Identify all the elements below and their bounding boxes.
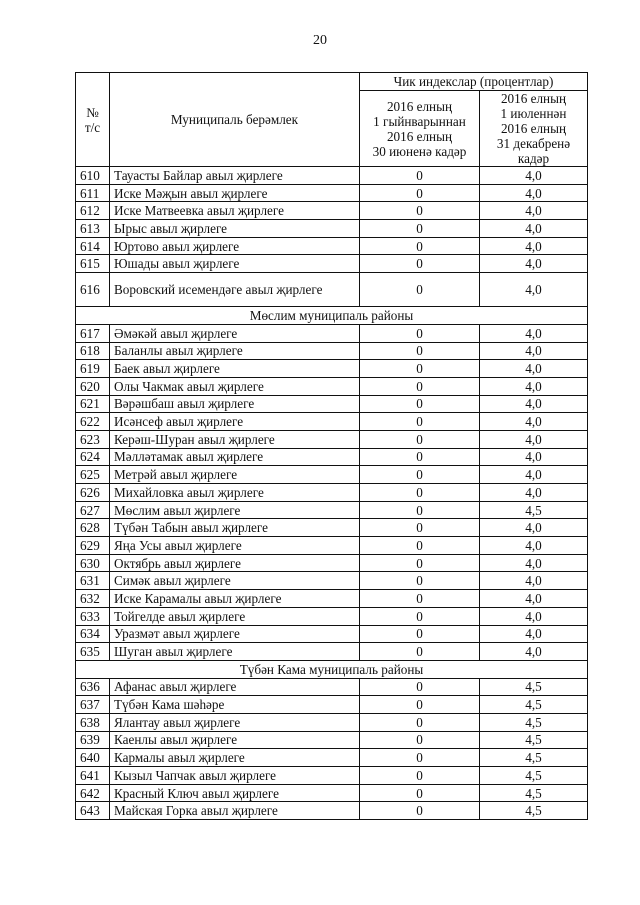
municipality-name: Түбән Кама шәһәре [110,696,360,714]
column-header-period-2 [480,91,588,167]
table-row [76,501,588,519]
municipality-name: Керәш-Шуран авыл җирлеге [110,430,360,448]
municipality-name: Каенлы авыл җирлеге [110,731,360,749]
index-period-2: 4,5 [480,802,588,820]
table-row [76,255,588,273]
municipality-name: Воровский исемендәге авыл җирлеге [110,273,360,307]
tariff-index-table [75,72,588,820]
table-row [76,749,588,767]
index-period-2: 4,0 [480,625,588,643]
row-number: 626 [76,484,110,502]
table-row [76,413,588,431]
period-1-line: 2016 елның [386,98,453,114]
table-row [76,590,588,608]
municipality-name: Шуган авыл җирлеге [110,643,360,661]
index-period-2: 4,0 [480,273,588,307]
index-period-1: 0 [360,767,480,785]
index-period-1: 0 [360,413,480,431]
row-number: 610 [76,167,110,185]
row-number: 638 [76,713,110,731]
index-period-1: 0 [360,643,480,661]
page-number: 20 [313,33,327,48]
row-number: 611 [76,184,110,202]
municipality-name: Юртово авыл җирлеге [110,237,360,255]
row-number: 618 [76,342,110,360]
row-number: 621 [76,395,110,413]
index-period-2: 4,0 [480,184,588,202]
municipality-name: Афанас авыл җирлеге [110,678,360,696]
table-row [76,273,588,307]
table-row [76,430,588,448]
row-number: 641 [76,767,110,785]
row-number: 637 [76,696,110,714]
municipality-name: Түбән Табын авыл җирлеге [110,519,360,537]
index-period-2: 4,0 [480,643,588,661]
column-header-number [76,73,110,167]
table-row [76,767,588,785]
index-period-2: 4,0 [480,377,588,395]
column-header-municipality: Муниципаль берәмлек [110,73,360,167]
index-period-1: 0 [360,696,480,714]
index-period-1: 0 [360,554,480,572]
table-row [76,784,588,802]
municipality-name: Метрәй авыл җирлеге [110,466,360,484]
index-period-1: 0 [360,572,480,590]
index-period-2: 4,0 [480,237,588,255]
row-number: 632 [76,590,110,608]
index-period-1: 0 [360,625,480,643]
period-1-line: 1 гыйнварыннан [373,113,466,129]
municipality-name: Иске Мәҗын авыл җирлеге [110,184,360,202]
municipality-name: Әмәкәй авыл җирлеге [110,324,360,342]
period-2-line: 2016 елның [500,121,567,136]
index-period-2: 4,0 [480,413,588,431]
index-period-2: 4,0 [480,519,588,537]
index-period-2: 4,5 [480,501,588,519]
municipality-name: Кызыл Чапчак авыл җирлеге [110,767,360,785]
section-title: Түбән Кама муниципаль районы [76,660,588,678]
index-period-1: 0 [360,377,480,395]
row-number: 640 [76,749,110,767]
index-period-1: 0 [360,519,480,537]
index-period-1: 0 [360,802,480,820]
table-row [76,554,588,572]
municipality-name: Майская Горка авыл җирлеге [110,802,360,820]
municipality-name: Вәрәшбаш авыл җирлеге [110,395,360,413]
table-row [76,625,588,643]
index-period-1: 0 [360,784,480,802]
table-row [76,360,588,378]
row-number: 625 [76,466,110,484]
index-period-1: 0 [360,184,480,202]
municipality-name: Октябрь авыл җирлеге [110,554,360,572]
table-row [76,519,588,537]
row-number: 628 [76,519,110,537]
index-period-2: 4,0 [480,202,588,220]
index-period-1: 0 [360,167,480,185]
table-row [76,572,588,590]
municipality-name: Баек авыл җирлеге [110,360,360,378]
municipality-name: Симәк авыл җирлеге [110,572,360,590]
section-header-row [76,660,588,678]
index-period-2: 4,0 [480,395,588,413]
table-row [76,802,588,820]
table-row [76,607,588,625]
row-number: 642 [76,784,110,802]
municipality-name: Мәлләтамак авыл җирлеге [110,448,360,466]
municipality-name: Мөслим авыл җирлеге [110,501,360,519]
period-1-line: 2016 елның [386,128,453,144]
row-number: 633 [76,607,110,625]
table-row [76,395,588,413]
municipality-name: Юшады авыл җирлеге [110,255,360,273]
municipality-name: Кармалы авыл җирлеге [110,749,360,767]
table-row [76,377,588,395]
index-period-1: 0 [360,466,480,484]
period-1-line: 30 июненә кадәр [372,143,467,159]
municipality-name: Иске Матвеевка авыл җирлеге [110,202,360,220]
table-row [76,696,588,714]
table-row [76,202,588,220]
table-row [76,466,588,484]
municipality-name: Олы Чакмак авыл җирлеге [110,377,360,395]
index-period-2: 4,0 [480,554,588,572]
index-period-1: 0 [360,678,480,696]
table-row [76,448,588,466]
index-period-2: 4,0 [480,324,588,342]
index-period-1: 0 [360,220,480,238]
table-body [76,167,588,820]
row-number: 613 [76,220,110,238]
index-period-2: 4,5 [480,696,588,714]
row-number: 630 [76,554,110,572]
index-period-1: 0 [360,342,480,360]
index-period-1: 0 [360,607,480,625]
index-period-2: 4,5 [480,713,588,731]
row-number: 614 [76,237,110,255]
index-period-1: 0 [360,202,480,220]
municipality-name: Тойгелде авыл җирлеге [110,607,360,625]
municipality-name: Ялантау авыл җирлеге [110,713,360,731]
column-header-number-line: № [86,104,99,120]
period-2-line: 1 июленнән [500,106,567,121]
index-period-2: 4,0 [480,220,588,238]
column-header-period-1 [360,91,480,167]
index-period-2: 4,0 [480,360,588,378]
index-period-2: 4,5 [480,784,588,802]
index-period-2: 4,0 [480,572,588,590]
index-period-2: 4,5 [480,767,588,785]
index-period-1: 0 [360,255,480,273]
table-row [76,220,588,238]
index-period-1: 0 [360,324,480,342]
row-number: 619 [76,360,110,378]
municipality-name: Уразмәт авыл җирлеге [110,625,360,643]
table-row [76,643,588,661]
period-2-line: 2016 елның [500,91,567,106]
period-2-line: 31 декабренә [496,136,571,151]
index-period-2: 4,0 [480,484,588,502]
index-period-1: 0 [360,430,480,448]
table-row [76,324,588,342]
index-period-2: 4,5 [480,678,588,696]
index-period-1: 0 [360,237,480,255]
index-period-1: 0 [360,537,480,555]
municipality-name: Баланлы авыл җирлеге [110,342,360,360]
column-header-number-line: т/с [84,119,101,135]
index-period-2: 4,0 [480,448,588,466]
table-row [76,237,588,255]
index-period-1: 0 [360,590,480,608]
row-number: 636 [76,678,110,696]
row-number: 623 [76,430,110,448]
municipality-name: Красный Ключ авыл җирлеге [110,784,360,802]
index-period-2: 4,0 [480,607,588,625]
index-period-2: 4,0 [480,342,588,360]
index-period-1: 0 [360,501,480,519]
row-number: 639 [76,731,110,749]
index-period-1: 0 [360,448,480,466]
row-number: 634 [76,625,110,643]
row-number: 627 [76,501,110,519]
row-number: 612 [76,202,110,220]
index-period-1: 0 [360,731,480,749]
index-period-1: 0 [360,713,480,731]
municipality-name: Михайловка авыл җирлеге [110,484,360,502]
period-2-line: кадәр [517,151,550,166]
index-period-2: 4,0 [480,590,588,608]
index-period-2: 4,5 [480,749,588,767]
row-number: 629 [76,537,110,555]
table-row [76,731,588,749]
row-number: 624 [76,448,110,466]
index-period-2: 4,0 [480,466,588,484]
row-number: 617 [76,324,110,342]
index-period-2: 4,0 [480,167,588,185]
row-number: 622 [76,413,110,431]
row-number: 631 [76,572,110,590]
index-period-2: 4,5 [480,731,588,749]
index-period-1: 0 [360,395,480,413]
table-row [76,184,588,202]
table-row [76,678,588,696]
index-period-1: 0 [360,749,480,767]
table-row [76,537,588,555]
column-group-header: Чик индекслар (процентлар) [360,73,588,91]
index-period-1: 0 [360,360,480,378]
section-header-row [76,307,588,325]
municipality-name: Иске Карамалы авыл җирлеге [110,590,360,608]
table-row [76,484,588,502]
row-number: 635 [76,643,110,661]
section-title: Мөслим муниципаль районы [76,307,588,325]
index-period-1: 0 [360,273,480,307]
row-number: 643 [76,802,110,820]
municipality-name: Ырыс авыл җирлеге [110,220,360,238]
row-number: 616 [76,273,110,307]
index-period-1: 0 [360,484,480,502]
row-number: 620 [76,377,110,395]
municipality-name: Тауасты Байлар авыл җирлеге [110,167,360,185]
index-period-2: 4,0 [480,255,588,273]
index-period-2: 4,0 [480,430,588,448]
index-period-2: 4,0 [480,537,588,555]
row-number: 615 [76,255,110,273]
table-row [76,713,588,731]
municipality-name: Исәнсеф авыл җирлеге [110,413,360,431]
municipality-name: Яңа Усы авыл җирлеге [110,537,360,555]
table-row [76,342,588,360]
table-row [76,167,588,185]
